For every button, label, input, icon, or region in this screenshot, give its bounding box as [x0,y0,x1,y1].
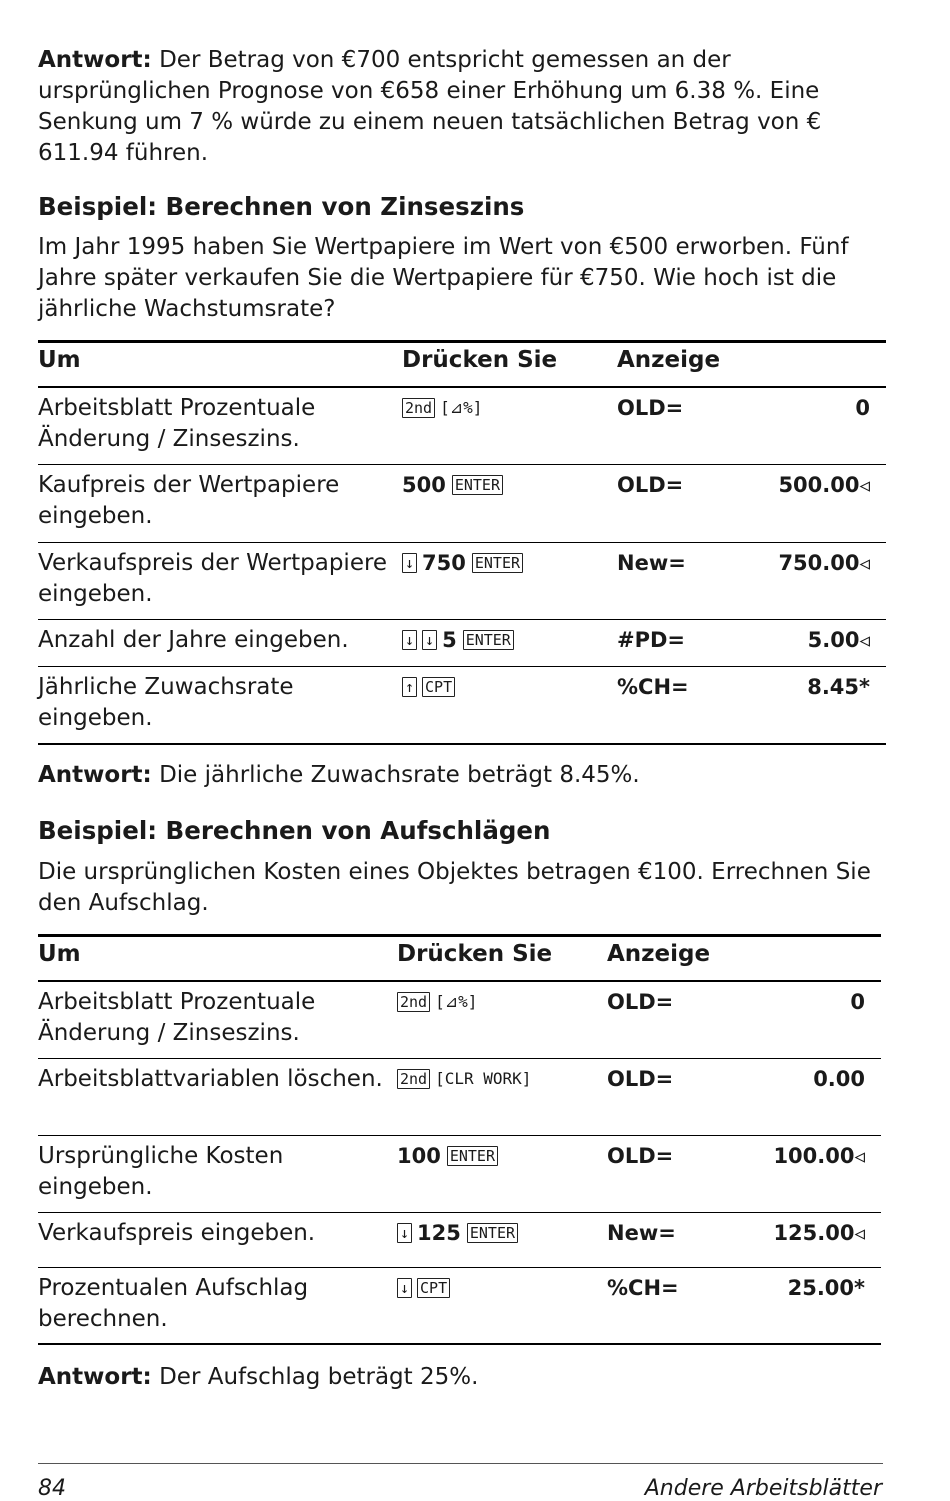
answer-text: Der Betrag von €700 entspricht gemessen an der ursprünglichen Prognose von €658 einer Erhöhung um 6.38 %. Eine Senkung um 7 % würde zu einem neuen tatsächlichen Betrag von € 611.94 führen. [38,47,822,166]
table-header-row [38,342,886,388]
step-description: Prozentualen Aufschlag berechnen. [38,1267,397,1344]
calculator-key: 2nd [397,1069,430,1089]
keystroke-sequence [397,1212,607,1267]
table-row [38,387,886,464]
display-label: OLD= [607,981,737,1058]
calculator-key: ↓ [397,1223,412,1243]
steps-table-compound-interest [38,340,886,745]
step-description: Verkaufspreis der Wertpapiere eingeben. [38,542,402,619]
table-row [38,542,886,619]
calculator-key: ENTER [472,553,523,573]
calculator-key: ↓ [402,553,417,573]
numeric-entry: 5 [442,627,457,652]
table-row [38,464,886,542]
numeric-entry: 100 [397,1143,441,1168]
column-header-um: Um [38,936,397,982]
display-label: New= [607,1212,737,1267]
calculator-key: ↓ [402,630,417,650]
keystroke-sequence [402,464,617,542]
display-value: 0 [747,387,886,464]
display-value: 100.00◃ [737,1135,881,1212]
display-value: 750.00◃ [747,542,886,619]
step-description: Verkaufspreis eingeben. [38,1212,397,1267]
display-value: 0.00 [737,1058,881,1135]
example-intro-compound-interest: Im Jahr 1995 haben Sie Wertpapiere im Wert von €500 erworben. Fünf Jahre später verkaufen Sie die Wertpapiere für €750. Wie hoch ist die jährliche Wachstumsrate? [38,234,849,322]
keystroke-sequence [397,1058,607,1135]
calculator-key: ENTER [467,1223,518,1243]
calculator-key: ↓ [397,1278,412,1298]
step-description: Ursprüngliche Kosten eingeben. [38,1135,397,1212]
keystroke-sequence [402,619,617,666]
column-header-anzeige: Anzeige [617,342,886,388]
display-value: 500.00◃ [747,464,886,542]
answer-label: Antwort: [38,1364,152,1390]
column-header-anzeige: Anzeige [607,936,881,982]
display-label: #PD= [617,619,747,666]
keystroke-sequence [402,666,617,744]
numeric-entry: 500 [402,472,446,497]
table-row [38,981,881,1058]
step-description: Kaufpreis der Wertpapiere eingeben. [38,464,402,542]
calculator-key: ENTER [452,475,503,495]
table-row [38,619,886,666]
column-header-druecken: Drücken Sie [397,936,607,982]
display-label: OLD= [607,1058,737,1135]
display-value: 8.45* [747,666,886,744]
step-description: Arbeitsblatt Prozentuale Änderung / Zinseszins. [38,387,402,464]
answer-paragraph-2 [38,760,640,791]
example-intro-markup: Die ursprünglichen Kosten eines Objektes betragen €100. Errechnen Sie den Aufschlag. [38,859,871,916]
footer-page-number: 84 [38,1476,66,1501]
display-label: OLD= [617,387,747,464]
step-description: Arbeitsblattvariablen löschen. [38,1058,397,1135]
keystroke-sequence [397,1267,607,1344]
column-header-druecken: Drücken Sie [402,342,617,388]
keystroke-sequence [397,981,607,1058]
display-value: 5.00◃ [747,619,886,666]
numeric-entry: 125 [417,1220,461,1245]
keystroke-sequence [402,387,617,464]
display-value: 125.00◃ [737,1212,881,1267]
answer-paragraph-3 [38,1362,478,1393]
secondary-function-key: [ ⊿% ] [435,993,477,1011]
table-row [38,1267,881,1344]
table-row [38,1135,881,1212]
display-label: OLD= [617,464,747,542]
table-row [38,1058,881,1135]
calculator-key: CPT [417,1278,450,1298]
table-row [38,666,886,744]
display-label: OLD= [607,1135,737,1212]
calculator-key: ENTER [463,630,514,650]
table-header-row [38,936,881,982]
footer-section-title: Andere Arbeitsblätter [644,1476,882,1501]
display-value: 25.00* [737,1267,881,1344]
calculator-key: ↑ [402,677,417,697]
answer-text: Die jährliche Zuwachsrate beträgt 8.45%. [151,762,640,788]
display-label: %CH= [607,1267,737,1344]
keystroke-sequence [402,542,617,619]
column-header-um: Um [38,342,402,388]
step-description: Anzahl der Jahre eingeben. [38,619,402,666]
answer-paragraph-1 [38,45,888,169]
display-label: %CH= [617,666,747,744]
secondary-function-key: [ ⊿% ] [440,399,482,417]
answer-label: Antwort: [38,762,152,788]
keystroke-sequence [397,1135,607,1212]
step-description: Arbeitsblatt Prozentuale Änderung / Zinseszins. [38,981,397,1058]
footer-divider [38,1463,883,1464]
example-heading-markup: Beispiel: Berechnen von Aufschlägen [38,816,551,845]
step-description: Jährliche Zuwachsrate eingeben. [38,666,402,744]
display-value: 0 [737,981,881,1058]
answer-text: Der Aufschlag beträgt 25%. [151,1364,479,1390]
steps-table-markup [38,934,881,1345]
example-heading-compound-interest: Beispiel: Berechnen von Zinseszins [38,192,525,221]
numeric-entry: 750 [422,550,466,575]
table-row [38,1212,881,1267]
answer-label: Antwort: [38,47,152,73]
calculator-key: ↓ [422,630,437,650]
calculator-key: ENTER [447,1146,498,1166]
calculator-key: 2nd [402,398,435,418]
secondary-function-key: [ CLR WORK ] [435,1070,531,1088]
calculator-key: 2nd [397,992,430,1012]
calculator-key: CPT [422,677,455,697]
display-label: New= [617,542,747,619]
